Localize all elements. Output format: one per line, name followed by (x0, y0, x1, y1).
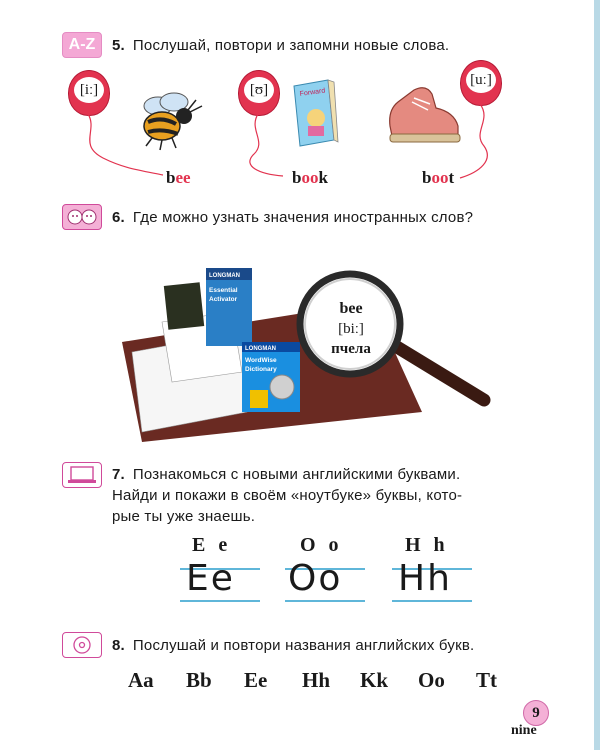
guide-line (180, 600, 260, 602)
svg-text:Dictionary: Dictionary (245, 366, 277, 373)
letter-kk: Kk (360, 668, 389, 692)
handwritten-letter-e: Ee (186, 558, 235, 599)
az-icon: A-Z (62, 32, 102, 58)
task-instruction: Где можно узнать значения иностранных слов? (132, 209, 474, 226)
lens-transcription: [biː] (338, 321, 364, 337)
handwritten-letter-h: Hh (398, 558, 452, 599)
task-number: 6. (112, 209, 125, 226)
task-instruction: Послушай и повтори названия английских букв. (132, 637, 475, 654)
task-instruction-line2: Найди и покажи в своём «ноутбуке» буквы, кото- (112, 487, 463, 504)
svg-text:LONGMAN: LONGMAN (245, 346, 276, 352)
task-number: 7. (112, 466, 125, 483)
page-edge (594, 0, 600, 750)
transcription: [uː] (466, 67, 496, 93)
svg-text:Activator: Activator (209, 296, 238, 303)
letter-aa: Aa (128, 668, 154, 692)
guide-line (285, 600, 365, 602)
letter-tt: Tt (476, 668, 497, 692)
lens-word: bee (339, 300, 363, 317)
task-5 (62, 32, 449, 58)
book-picture (290, 78, 340, 150)
notebook-icon (62, 462, 102, 488)
guide-line (392, 600, 472, 602)
task-8 (62, 632, 474, 658)
letter-bb: Bb (186, 668, 212, 692)
task-number: 8. (112, 637, 125, 654)
svg-text:LONGMAN: LONGMAN (209, 273, 240, 279)
task-7 (62, 462, 462, 527)
lens-translation: пчела (331, 341, 371, 357)
letter-oo: Oo (418, 668, 445, 692)
svg-text:Essential: Essential (209, 287, 238, 294)
word-boot: boot (422, 168, 455, 187)
boot-picture (384, 80, 464, 150)
bee-picture (130, 82, 210, 152)
page-number: 9 (523, 700, 549, 726)
printed-letter-o: O o (300, 534, 343, 556)
task-instruction-line3: рые ты уже знаешь. (112, 508, 256, 525)
audio-disc-icon (62, 632, 102, 658)
svg-text:Forward: Forward (299, 87, 326, 98)
printed-letter-e: E e (192, 534, 232, 556)
task-number: 5. (112, 37, 125, 54)
dictionaries-photo (122, 262, 492, 442)
task-6 (62, 204, 473, 230)
transcription: [ʊ] (244, 77, 274, 103)
letter-ee: Ee (244, 668, 268, 692)
printed-letter-h: H h (405, 534, 449, 556)
task-instruction-line1: Познакомься с новыми английскими буквами. (132, 466, 461, 483)
faces-icon (62, 204, 102, 230)
magnifier-entry (308, 299, 394, 359)
alphabet-row (128, 668, 534, 693)
letter-hh: Hh (302, 668, 331, 692)
transcription: [iː] (74, 77, 104, 103)
handwritten-letter-o: Oo (288, 558, 343, 599)
page-number-word: nine (511, 723, 537, 738)
word-bee: bee (166, 168, 191, 187)
task-instruction: Послушай, повтори и запомни новые слова. (132, 37, 450, 54)
word-book: book (292, 168, 328, 187)
svg-text:WordWise: WordWise (245, 357, 277, 364)
